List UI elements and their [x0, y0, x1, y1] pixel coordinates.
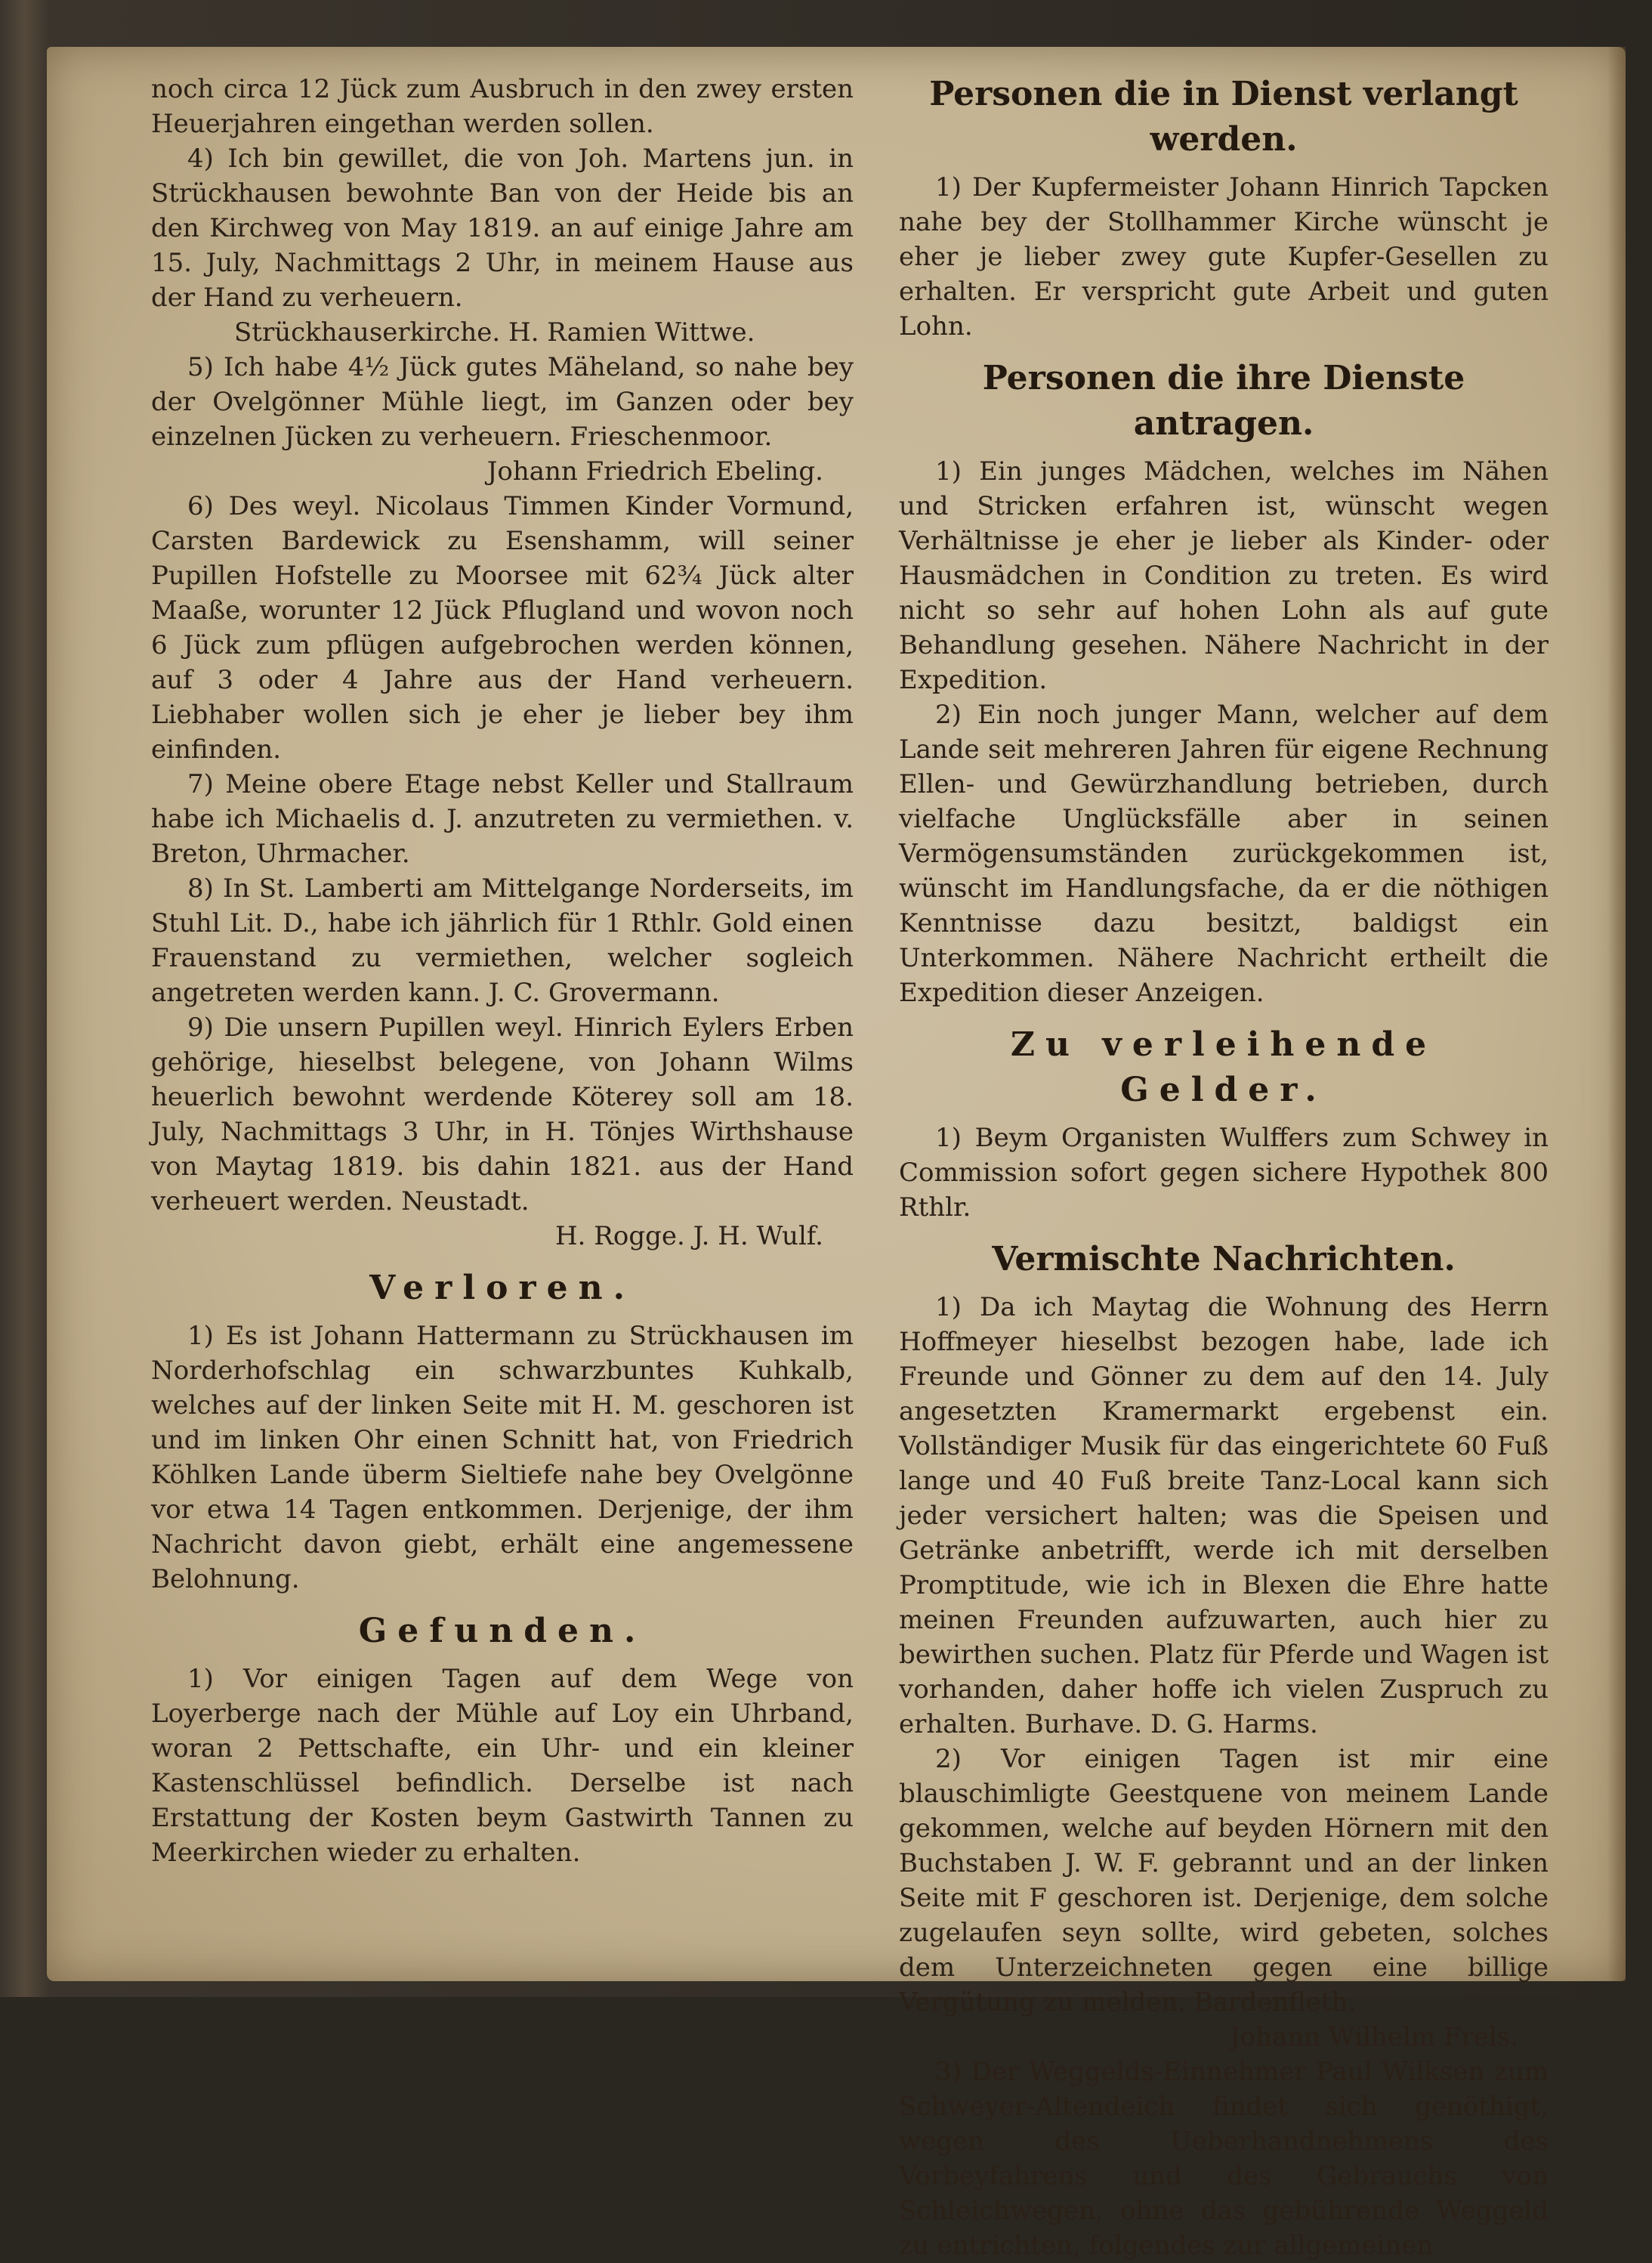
entry-6: 6) Des weyl. Nicolaus Timmen Kinder Vormund, Carsten Bardewick zu Esenshamm, will seiner Pupillen Hofstelle zu Moorsee mit 62¾ Jück alter Maaße, worunter 12 Jück Pflugland und wovon noch 6 Jück zum pflügen aufgebrochen werden können, auf 3 oder 4 Jahre aus der Hand verheuern. Liebhaber wollen sich je eher je lieber bey ihm einfinden. [151, 491, 854, 765]
gefunden-entry-1: 1) Vor einigen Tagen auf dem Wege von Loyerberge nach der Mühle auf Loy ein Uhrband, woran 2 Pettschafte, ein Uhr- und ein kleiner Kastenschlüssel befindlich. Derselbe ist nach Erstattung der Kosten beym Gastwirth Tannen zu Meerkirchen wieder zu erhalten. [151, 1664, 854, 1868]
gelder-entry-1: 1) Beym Organisten Wulffers zum Schwey in Commission sofort gegen sichere Hypothek 800 Rthlr. [899, 1123, 1549, 1223]
entry-5: 5) Ich habe 4½ Jück gutes Mäheland, so nahe bey der Ovelgönner Mühle liegt, im Ganzen oder bey einzelnen Jücken zu verheuern. Frieschenmoor. [151, 352, 854, 452]
section-heading-gefunden: Gefunden. [358, 1612, 647, 1650]
dienst-verlangt-entry-1: 1) Der Kupfermeister Johann Hinrich Tapcken nahe bey der Stollhammer Kirche wünscht je eher je lieber zwey gute Kupfer-Gesellen zu erhalten. Er verspricht gute Arbeit und guten Lohn. [899, 172, 1549, 342]
signature: H. Rogge. J. H. Wulf. [555, 1221, 823, 1251]
section-heading-gelder: Zu verleihende Gelder. [1010, 1025, 1437, 1109]
entry-7: 7) Meine obere Etage nebst Keller und Stallraum habe ich Michaelis d. J. anzutreten zu vermiethen. v. Breton, Uhrmacher. [151, 769, 854, 869]
vermischte-entry-3: 3) Der Weggelds-Einnehmer Paul Wilksen zum Schweyer-Altendeich findet sich genöthigt, wegen des Ueberhandnehmens des Vorbeyfahrens und des Gebrauchs von Schleichwegen, ohne das gebührende Weggeld zu entrichten, folgendes zur allgemeinen [899, 2057, 1549, 2261]
verloren-entry-1: 1) Es ist Johann Hattermann zu Strückhausen im Norderhofschlag ein schwarzbuntes Kuhkalb, welches auf der linken Seite mit H. M. geschoren ist und im linken Ohr einen Schnitt hat, von Friedrich Köhlken Lande überm Sieltiefe nahe bey Ovelgönne vor etwa 14 Tagen entkommen. Derjenige, der ihm Nachricht davon giebt, erhält eine angemessene Belohnung. [151, 1321, 854, 1594]
entry-8: 8) In St. Lamberti am Mittelgange Norderseits, im Stuhl Lit. D., habe ich jährlich für 1 Rthlr. Gold einen Frauenstand zu vermiethen, welcher sogleich angetreten werden kann. J. C. Grovermann. [151, 873, 854, 1008]
section-heading-dienste-antragen: Personen die ihre Dienste antragen. [982, 359, 1465, 443]
vermischte-entry-2: 2) Vor einigen Tagen ist mir eine blauschimligte Geestquene von meinem Lande gekommen, welche auf beyden Hörnern mit den Buchstaben J. W. F. gebrannt und an der linken Seite mit F geschoren ist. Derjenige, dem solche zugelaufen seyn sollte, wird gebeten, solches dem Unterzeichneten gegen eine billige Vergütung zu melden. Bardenfleth. [899, 1744, 1549, 2017]
signature: Johann Wilhelm Frels. [1229, 2022, 1518, 2052]
section-heading-verloren: Verloren. [369, 1269, 635, 1307]
signature: Johann Friedrich Ebeling. [486, 456, 823, 487]
entry-4: 4) Ich bin gewillet, die von Joh. Martens jun. in Strückhausen bewohnte Ban von der Heide bis an den Kirchweg von May 1819. an auf einige Jahre am 15. July, Nachmittags 2 Uhr, in meinem Hause aus der Hand zu verheuern. [151, 144, 854, 313]
right-column [899, 72, 1549, 2263]
entry-continuation: noch circa 12 Jück zum Ausbruch in den zwey ersten Heuerjahren eingethan werden sollen. [151, 74, 854, 139]
section-heading-vermischte: Vermischte Nachrichten. [992, 1240, 1456, 1278]
signature: Strückhauserkirche. H. Ramien Wittwe. [234, 317, 755, 348]
dienste-antragen-entry-1: 1) Ein junges Mädchen, welches im Nähen und Stricken erfahren ist, wünscht wegen Verhältnisse je eher je lieber als Kinder- oder Hausmädchen in Condition zu treten. Es wird nicht so sehr auf hohen Lohn als auf gute Behandlung gesehen. Nähere Nachricht in der Expedition. [899, 456, 1549, 695]
page-edge-shadow [1607, 47, 1626, 1981]
left-column [151, 72, 854, 1870]
vermischte-entry-1: 1) Da ich Maytag die Wohnung des Herrn Hoffmeyer hieselbst bezogen habe, lade ich Freunde und Gönner zu dem auf den 14. July angesetzten Kramermarkt ergebenst ein. Vollständiger Musik für das eingerichtete 60 Fuß lange und 40 Fuß breite Tanz-Local kann sich jeder versichert halten; was die Speisen und Getränke anbetrifft, werde ich mit derselben Promptitude, wie ich in Blexen die Ehre hatte meinen Freunden aufzuwarten, auch hier zu bewirthen suchen. Platz für Pferde und Wagen ist vorhanden, daher hoffe ich vielen Zuspruch zu erhalten. Burhave. D. G. Harms. [899, 1292, 1549, 1739]
dienste-antragen-entry-2: 2) Ein noch junger Mann, welcher auf dem Lande seit mehreren Jahren für eigene Rechnung Ellen- und Gewürzhandlung betrieben, durch vielfache Unglücksfälle aber in seinen Vermögensumständen zurückgekommen ist, wünscht im Handlungsfache, da er die nöthigen Kenntnisse dazu besitzt, baldigst ein Unterkommen. Nähere Nachricht ertheilt die Expedition dieser Anzeigen. [899, 700, 1549, 1008]
entry-9: 9) Die unsern Pupillen weyl. Hinrich Eylers Erben gehörige, hieselbst belegene, von Johann Wilms heuerlich bewohnt werdende Köterey soll am 18. July, Nachmittags 3 Uhr, in H. Tönjes Wirthshause von Maytag 1819. bis dahin 1821. aus der Hand verheuert werden. Neustadt. [151, 1012, 854, 1217]
section-heading-dienst-verlangt: Personen die in Dienst verlangt werden. [929, 75, 1518, 159]
